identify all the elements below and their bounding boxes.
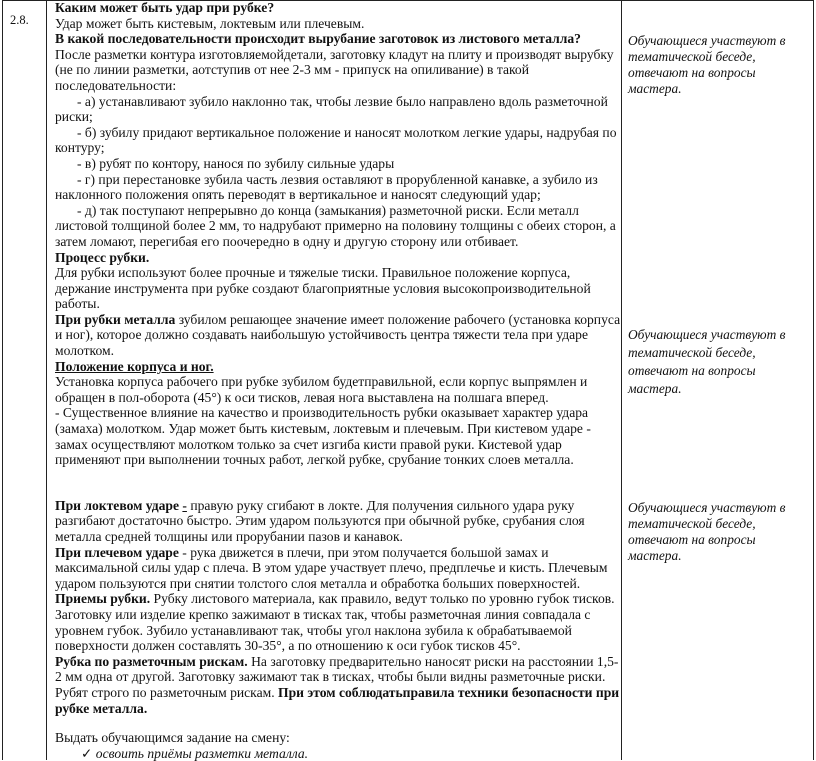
shoulder-paragraph xyxy=(55,545,621,592)
shoulder-text: - рука движется в плечи, при этом получается большой замах и максимальной силы удар с плеча. В этом ударе участвует плечо, предплечье и кисть. Плечевым ударом пользуются при снятии толстого слоя металла и обработка больших поверхностей. xyxy=(55,544,608,591)
position-title: Положение корпуса и ног. xyxy=(55,358,214,374)
metal-paragraph xyxy=(55,312,621,359)
step-a: - а) устанавливают зубило наклонно так, чтобы лезвие было направлено вдоль разметочной риски; xyxy=(55,93,608,125)
note-1: Обучающиеся участвуют в тематической беседе, отвечают на вопросы мастера. xyxy=(628,33,786,96)
question-title: Каким может быть удар при рубке? xyxy=(55,0,275,15)
column-divider-right xyxy=(621,0,622,760)
marks-lead: Рубка по разметочным рискам. xyxy=(55,653,248,669)
position-text: Установка корпуса рабочего при рубке зубилом будетправильной, если корпус выпрямлен и обращен в пол-оборота (45°) к оси тисков, левая нога выставлена на полшага вперед. xyxy=(55,374,588,405)
sequence-title: В какой последовательности происходит вырубание заготовок из листового металла? xyxy=(55,31,581,47)
task-item xyxy=(55,746,621,761)
question-answer: Удар может быть кистевым, локтевым или плечевым. xyxy=(55,15,365,31)
elbow-dash: - xyxy=(182,497,187,513)
step-b: - б) зубилу придают вертикальное положение и наносят молотком легкие удары, надрубая по контуру; xyxy=(55,124,617,156)
column-divider-left xyxy=(46,0,47,760)
metal-lead: При рубки металла xyxy=(55,311,176,327)
elbow-text: правую руку сгибают в локте. Для получения сильного удара руку разгибают достаточно быстро. Этим ударом пользуются при обычной рубке, срубания слоя металла средней толщины или прорубании пазов и канавок. xyxy=(55,497,585,544)
metal-text: зубилом решающее значение имеет положение рабочего (установка корпуса и ног), которое должно создавать наибольшую устойчивость центра тяжести тела при ударе молотком. xyxy=(55,311,621,359)
step-e: - д) так поступают непрерывно до конца (замыкания) разметочной риски. Если металл листовой толщиной более 2 мм, то надрубают примерно на половину толщины с обеих сторон, а затем ломают, перегибая его поочередно в одну и другую сторону или отбивает. xyxy=(55,202,616,249)
process-text: Для рубки используют более прочные и тяжелые тиски. Правильное положение корпуса, держание инструмента при рубке создают благоприятные условия высокопроизводительной работы. xyxy=(55,265,591,312)
spacer xyxy=(55,716,621,730)
elbow-lead: При локтевом ударе xyxy=(55,497,183,513)
step-c: - в) рубят по контору, нанося по зубилу сильные удары xyxy=(77,155,395,171)
sequence-intro: После разметки контура изготовляемойдетали, заготовку кладут на плиту и производят вырубку (не по линии разметки, аотступив от нее 2-3 мм - припуск на опиливание) в такой последовательности: xyxy=(55,46,614,93)
content-cell xyxy=(55,0,621,761)
shoulder-lead: При плечевом ударе xyxy=(55,544,179,560)
task-item-text: освоить приёмы разметки металла. xyxy=(95,745,309,761)
process-title: Процесс рубки. xyxy=(55,249,150,265)
spacer xyxy=(55,468,621,498)
note-2: Обучающиеся участвуют в тематической беседе, отвечают на вопросы мастера. xyxy=(628,327,786,396)
marks-safety: При этом соблюдатьправила техники безопасности при рубке металла. xyxy=(55,684,620,716)
note-3: Обучающиеся участвуют в тематической беседе, отвечают на вопросы мастера. xyxy=(628,500,786,563)
checkmark-icon: ✓ xyxy=(81,745,93,761)
elbow-paragraph xyxy=(55,498,621,545)
methods-text: Рубку листового материала, как правило, ведут только по уровню губок тисков. Заготовку или изделие крепко зажимают в тисках так, чтобы разметочная линия совпадала с уровнем губок. Зубило устанавливают так, чтобы угол наклона зубила к обрабатываемой поверхности должен составлять 30-35°, а по отношению к оси губок тисков 45°. xyxy=(55,591,615,654)
marks-text: На заготовку предварительно наносят риски на расстоянии 1,5-2 мм одна от другой. Заготовку зажимают так в тисках, чтобы были видны разметочные риски. Рубят строго по разметочным рискам. xyxy=(55,653,619,700)
methods-paragraph xyxy=(55,591,621,653)
task-text: Выдать обучающимся задание на смену: xyxy=(55,730,290,746)
influence-text: - Существенное влияние на качество и производительность рубки оказывает характер удара (замаха) молотком. Удар может быть кистевым, локтевым и плечевым. При кистевом ударе - замах осуществляют молотком только за счет изгиба кисти правой руки. Кистевой удар применяют при выполнении точных работ, легкой рубке, срубание тонких слоев металла. xyxy=(55,405,591,468)
marks-paragraph xyxy=(55,654,621,716)
step-d: - г) при перестановке зубила часть лезвия оставляют в прорубленной канавке, а зубило из наклонного положения опять переводят в вертикальное и наносят следующий удар; xyxy=(55,171,598,203)
methods-lead: Приемы рубки. xyxy=(55,591,151,607)
row-number: 2.8. xyxy=(10,13,29,27)
